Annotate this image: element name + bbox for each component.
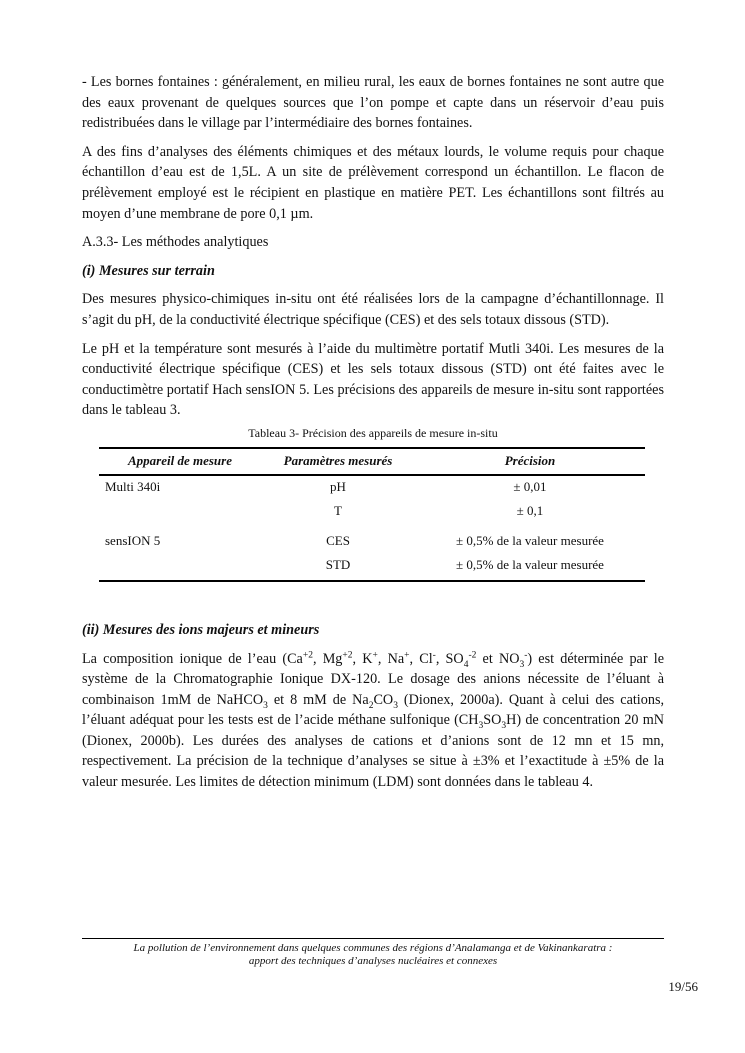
footer-line: apport des techniques d’analyses nucléaires et connexes: [248, 955, 498, 967]
paragraph-mesures-insitu: Des mesures physico-chimiques in-situ ont été réalisées lors de la campagne d’échantillonnage. Il s’agit du pH, de la conductivité électrique spécifique (CES) et des sels totaux dissous (STD).: [82, 291, 664, 328]
table-cell: pH: [330, 478, 346, 494]
table-row: [99, 524, 645, 554]
table-row: [99, 554, 645, 581]
paragraph-composition-ionique: La composition ionique de l’eau ($Ca^{+2}$, $Mg^{+2}$, K+, Na+, Cl-, $SO_4^{-2}$ et $NO_3^-$) est déterminée par le système de la Chromatographie Ionique DX-120. Le dosage des anions nécessite de l’éluant à combinaison 1mM de NaHCO$_3$ et 8 mM de $Na_2CO_3$ (Dionex, 2000a). Quant à celui des cations, l’éluant adéquat pour les tests est de l’acide méthane sulfonique $(CH_3SO_3H)$ de concentration 20 mN (Dionex, 2000b). Les durées des analyses de cations et d’anions sont de 12 mn et 15 mn, respectivement. La précision de la technique d’analyses se situe à ±3% et l’exactitude à ±5% de la valeur mesurée. Les limites de détection minimum (LDM) sont données dans le tableau 4.: [82, 649, 665, 791]
table-cell: STD: [261, 554, 415, 581]
table-cell: ± 0,5% de la valeur mesurée: [415, 554, 645, 581]
table-header-cell: Appareil de mesure: [99, 448, 261, 475]
document-body: [82, 72, 664, 793]
table-header-cell: Précision: [415, 448, 645, 475]
section-heading: A.3.3- Les méthodes analytiques: [82, 234, 269, 251]
footer-line: La pollution de l’environnement dans quelques communes des régions d’Analamanga et de Vakinankaratra :: [133, 942, 613, 954]
table-cell: T: [334, 502, 342, 518]
table-cell: [99, 554, 261, 581]
table-cell: [99, 500, 261, 524]
paragraph-appareils: Le pH et la température sont mesurés à l’aide du multimètre portatif Mutli 340i. Les mesures de la conductivité électrique spécifique (CES) et les sels totaux dissous (STD) ont été faites avec le conductimètre portatif Hach sensION 5. Les précisions des appareils de mesure in-situ sont rapportées dans le tableau 3.: [82, 340, 664, 419]
table-row: [99, 475, 645, 500]
subheading-mesures-terrain: (i) Mesures sur terrain: [82, 262, 215, 279]
table-row: [99, 500, 645, 524]
table-cell: Multi 340i: [105, 478, 161, 494]
table-header-cell: Paramètres mesurés: [261, 448, 415, 475]
table-header-row: [99, 448, 645, 475]
table-cell: ± 0,5% de la valeur mesurée: [456, 532, 604, 548]
table-cell: sensION 5: [105, 532, 161, 548]
page-footer: [82, 938, 664, 968]
paragraph-echantillons: A des fins d’analyses des éléments chimiques et des métaux lourds, le volume requis pour chaque échantillon d’eau est de 1,5L. A un site de prélèvement correspond un échantillon. Le flacon de prélèvement employé est le récipient en plastique en matière PET. Les échantillons sont filtrés au moyen d’une membrane de pore 0,1 µm.: [82, 143, 664, 222]
page-number: 19/56: [668, 979, 698, 994]
paragraph-bornes-fontaines: - Les bornes fontaines : généralement, en milieu rural, les eaux de bornes fontaines ne sont autre que des eaux provenant de quelques sources que l’on pompe et capte dans un réservoir d’eau puis redistribuées dans le village par l’intermédiaire des bornes fontaines.: [82, 74, 664, 132]
table-cell: ± 0,01: [513, 478, 547, 494]
subheading-ions: (ii) Mesures des ions majeurs et mineurs: [82, 621, 320, 638]
table-cell: CES: [326, 532, 350, 548]
table-caption: Tableau 3- Précision des appareils de mesure in-situ: [248, 425, 498, 440]
precision-table: [99, 447, 645, 582]
table-cell: ± 0,1: [516, 502, 544, 518]
